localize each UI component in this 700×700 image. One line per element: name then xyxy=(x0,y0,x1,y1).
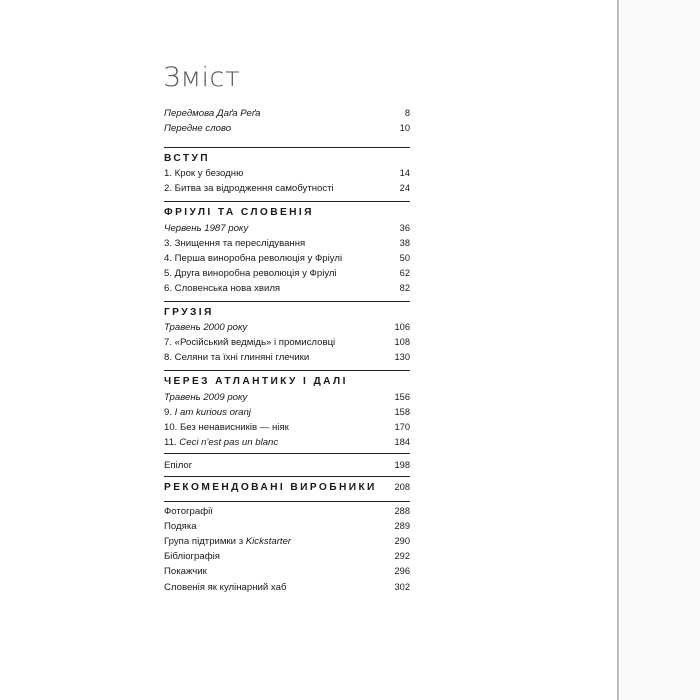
toc-entry xyxy=(164,350,410,365)
toc-entry xyxy=(164,420,410,435)
toc-entry xyxy=(164,519,410,534)
entry-page: 108 xyxy=(394,337,410,348)
toc-entry-producers xyxy=(164,480,410,495)
entry-page: 50 xyxy=(399,252,410,263)
toc-entry xyxy=(164,281,410,296)
section-heading: ГРУЗІЯ xyxy=(164,307,214,319)
toc-entry xyxy=(164,435,410,450)
entry-label: Травень 2009 року xyxy=(164,391,248,403)
page-edge xyxy=(617,0,619,700)
entry-label: Червень 1987 року xyxy=(164,222,249,234)
section-divider xyxy=(164,370,410,371)
toc-entry xyxy=(164,320,410,335)
entry-label: 8. Селяни та їхні глиняні глечики xyxy=(164,352,310,364)
entry-title: I am kurious oranj xyxy=(174,406,251,418)
page-title: Зміст xyxy=(163,62,241,93)
entry-page: 288 xyxy=(394,506,410,517)
entry-page: 302 xyxy=(394,581,410,592)
toc-entry xyxy=(164,504,410,519)
toc-entry xyxy=(164,405,410,420)
section-divider xyxy=(164,501,410,502)
entry-page: 38 xyxy=(399,237,410,248)
entry-prefix: Група підтримки з xyxy=(164,536,246,548)
entry-label: Передне слово xyxy=(164,123,232,135)
entry-label: Словенія як кулінарний хаб xyxy=(164,581,287,593)
section-divider xyxy=(164,301,410,302)
entry-label: Бібліографія xyxy=(164,551,220,563)
toc-entry-preface xyxy=(164,121,410,136)
entry-label: 2. Битва за відродження самобутності xyxy=(164,183,334,195)
entry-page: 289 xyxy=(394,521,410,532)
entry-page: 170 xyxy=(394,421,410,432)
toc-entry xyxy=(164,221,410,236)
entry-page: 62 xyxy=(399,267,410,278)
entry-page: 8 xyxy=(404,108,410,118)
toc-entry xyxy=(164,534,410,549)
entry-page: 36 xyxy=(399,222,410,233)
entry-label: 7. «Російський ведмідь» і промисловці xyxy=(164,337,336,349)
entry-label xyxy=(164,534,291,549)
toc-entry xyxy=(164,390,410,405)
entry-page: 292 xyxy=(394,551,410,562)
entry-label: 3. Знищення та переслідування xyxy=(164,237,306,249)
entry-label: 10. Без ненависників — ніяк xyxy=(164,421,289,433)
toc-entry-foreword xyxy=(164,106,410,121)
entry-title: Kickstarter xyxy=(245,536,292,548)
entry-page: 82 xyxy=(399,282,410,293)
toc-entry xyxy=(164,580,410,595)
section-heading: ВСТУП xyxy=(164,153,210,165)
entry-page: 14 xyxy=(399,168,410,179)
entry-label: 1. Крок у безодню xyxy=(164,168,244,180)
toc-entry xyxy=(164,181,410,196)
entry-title: Ceci n'est pas un blanc xyxy=(179,436,279,448)
toc-entry xyxy=(164,251,410,266)
page-margin xyxy=(620,0,700,700)
section-heading: ФРІУЛІ ТА СЛОВЕНІЯ xyxy=(164,207,314,219)
section-divider xyxy=(164,147,410,148)
entry-label: Подяка xyxy=(164,521,197,533)
entry-label xyxy=(164,405,251,420)
entry-label: Епілог xyxy=(164,459,193,471)
entry-page: 158 xyxy=(394,406,410,417)
toc-entry xyxy=(164,549,410,564)
entry-number: 9. xyxy=(164,406,175,418)
entry-page: 184 xyxy=(394,436,410,447)
entry-page: 24 xyxy=(399,183,410,194)
entry-label: 4. Перша виноробна революція у Фріулі xyxy=(164,252,343,264)
entry-page: 296 xyxy=(394,566,410,577)
entry-page: 208 xyxy=(394,481,410,492)
entry-label: Передмова Даґа Реґа xyxy=(164,108,261,119)
entry-page: 198 xyxy=(394,459,410,470)
entry-page: 106 xyxy=(394,322,410,333)
entry-page: 290 xyxy=(394,536,410,547)
toc-entry xyxy=(164,266,410,281)
toc-entry xyxy=(164,166,410,181)
entry-label: 5. Друга виноробна революція у Фріулі xyxy=(164,267,337,279)
toc-entry xyxy=(164,236,410,251)
table-of-contents xyxy=(164,106,410,595)
section-divider xyxy=(164,201,410,202)
toc-entry xyxy=(164,335,410,350)
entry-page: 10 xyxy=(399,123,410,134)
section-divider xyxy=(164,476,410,477)
toc-entry-epilogue xyxy=(164,458,410,473)
section-divider xyxy=(164,453,410,454)
entry-label: Покажчик xyxy=(164,566,207,578)
entry-page: 156 xyxy=(394,391,410,402)
entry-page: 130 xyxy=(394,352,410,363)
entry-label: 6. Словенська нова хвиля xyxy=(164,282,281,294)
entry-label xyxy=(164,435,278,450)
entry-number: 11. xyxy=(164,436,180,448)
entry-label: Фотографії xyxy=(164,506,213,518)
entry-label: Травень 2000 року xyxy=(164,322,248,334)
toc-entry xyxy=(164,564,410,579)
section-heading: ЧЕРЕЗ АТЛАНТИКУ І ДАЛІ xyxy=(164,376,348,388)
entry-label: РЕКОМЕНДОВАНІ ВИРОБНИКИ xyxy=(164,481,377,493)
